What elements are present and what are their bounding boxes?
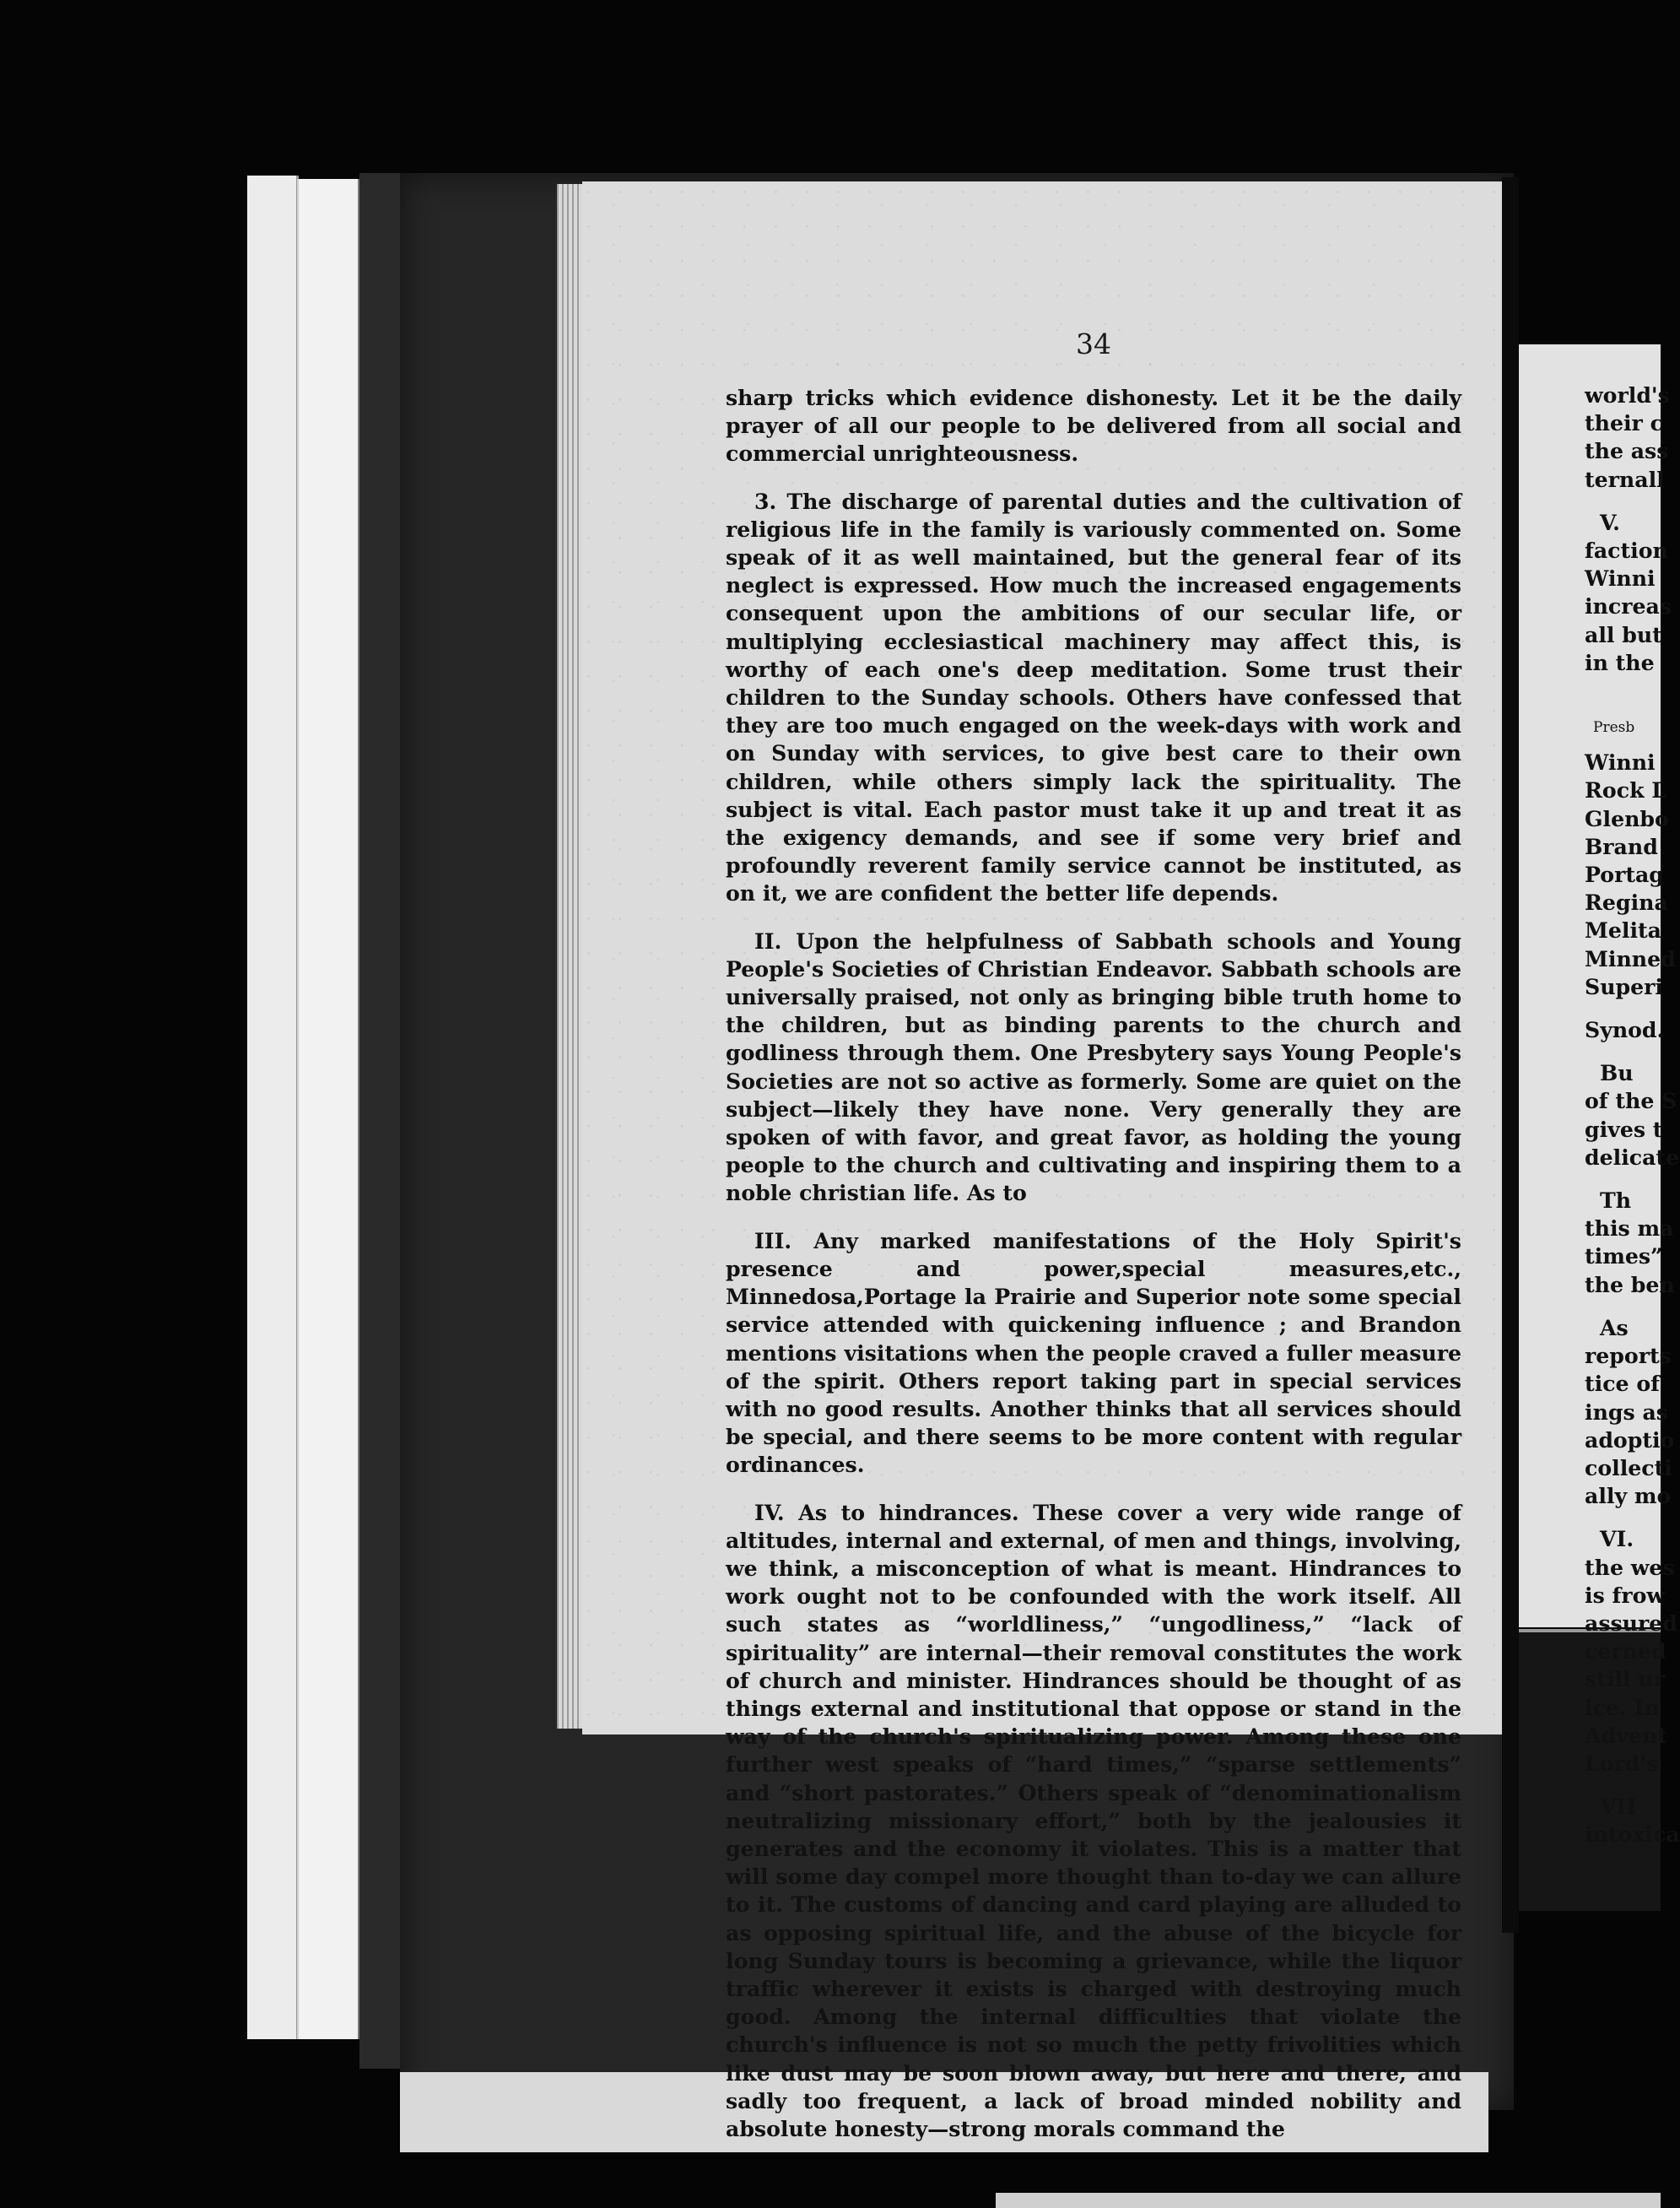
fragment-line: is frow <box>1585 1582 1666 1608</box>
fragment-line: gives t <box>1585 1116 1663 1142</box>
fragment-line: adoptio <box>1585 1426 1675 1453</box>
fragment-line: delicate <box>1585 1144 1680 1170</box>
paragraph-hindrances: IV. As to hindrances. These cover a very wide range of altitudes, internal and external, of men and things, involving, we think, a misconception of what is meant. Hindrances to work ought not to be confounded with the work itself. All such states as “worldliness,” “ungodliness,” “lack of spirituality” are internal—their removal constitutes the work of church and minister. Hindrances should be thought of as things external and institutional that oppose or stand in the way of the church's spiritualizing power. Among these one further west speaks of “hard times,” “sparse settlements” and “short pastorates.” Others speak of “denominationalism neutralizing missionary effort,” both by the jealousies it generates and the economy it violates. This is a matter that will some day compel more thought than to-day we can allure to it. The customs of dancing and card playing are alluded to as opposing spiritual life, and the abuse of the bicycle for long Sunday tours is becoming a grievance, while the liquor traffic wherever it exists is charged with destroying much good. Among the internal difficulties that violate the church's influence is not so much the petty frivolities which like dust may be soon blown away, but here and there, and sadly too frequent, a lack of broad minded nobility and absolute honesty—strong morals command the <box>726 1499 1461 2141</box>
fragment-line: still ur <box>1585 1666 1665 1692</box>
paragraph-continuation: sharp tricks which evidence dishonesty. Let it be the daily prayer of all our people to be delivered from all social and commercial unrighteousness. <box>726 385 1461 467</box>
fragment-line: Winni <box>1585 566 1656 592</box>
table-row: Melita <box>1585 917 1661 944</box>
book-cover-edge <box>359 173 400 2069</box>
table-row: Rock L <box>1585 777 1666 804</box>
table-row: Superi <box>1585 973 1663 999</box>
table-total: Synod. <box>1585 1017 1665 1043</box>
fragment-line: of the S <box>1585 1088 1677 1114</box>
table-header: Presb <box>1593 719 1635 737</box>
scanner-bottom-strip <box>996 2193 1661 2208</box>
paragraph-sabbath-schools: II. Upon the helpfulness of Sabbath schools and Young People's Societies of Christian Endeavor. Sabbath schools are universally praised, not only as bringing bible truth home to the children, but as binding parents to the church and godliness through them. One Presbytery says Young People's Societies are not so active as formerly. Some are quiet on the subject—likely they have none. Very generally they are spoken of with favor, and great favor, as holding the young people to the church and cultivating and inspiring them to a noble christian life. As to <box>726 928 1461 1206</box>
table-row: Brand <box>1585 833 1658 859</box>
fragment-line: VI. <box>1600 1526 1634 1552</box>
fragment-line: V. <box>1600 509 1620 535</box>
fragment-line: collecti <box>1585 1454 1672 1480</box>
fragment-line: Th <box>1600 1188 1632 1214</box>
page-body <box>726 384 1461 2162</box>
fragment-line: faction <box>1585 538 1668 564</box>
fragment-line: in the <box>1585 649 1655 675</box>
page-number: 34 <box>1076 327 1111 360</box>
fragment-line: this ma <box>1585 1215 1674 1242</box>
fragment-line: intoxica <box>1585 1821 1680 1848</box>
fragment-line: ings as <box>1585 1399 1668 1425</box>
fragment-line: ternall <box>1585 466 1665 492</box>
fragment-line: tice of <box>1585 1371 1660 1397</box>
fragment-line: Bu <box>1600 1060 1634 1086</box>
fragment-line: increas <box>1585 593 1672 620</box>
fragment-line: ice. In <box>1585 1694 1660 1720</box>
table-row: Portag <box>1585 862 1664 888</box>
table-row: Glenbo <box>1585 805 1669 831</box>
fragment-line: the wes <box>1585 1554 1675 1580</box>
left-page-edge-inner <box>297 179 361 2039</box>
facing-page-text <box>1585 382 1680 1849</box>
fragment-line: their c <box>1585 410 1663 436</box>
table-row: Winni <box>1585 750 1656 776</box>
fragment-line: As <box>1600 1314 1629 1340</box>
table-row: Regina <box>1585 890 1668 916</box>
fragment-line: the ass <box>1585 438 1669 464</box>
fragment-line: the ben <box>1585 1271 1675 1297</box>
table-row: Minned <box>1585 945 1676 971</box>
fragment-line: reports <box>1585 1343 1672 1369</box>
fragment-line: assured <box>1585 1610 1677 1636</box>
fragment-line: all but <box>1585 621 1662 647</box>
left-page-edge <box>247 176 299 2039</box>
paragraph-holy-spirit: III. Any marked manifestations of the Holy Spirit's presence and power,special measures,etc., Minnedosa,Portage la Prairie and Superior note some special service attended with quickening influence ; and Brandon mentions visitations when the people craved a fuller measure of the spirit. Others report taking part in special services with no good results. Another thinks that all services should be special, and there seems to be more content with regular ordinances. <box>726 1227 1461 1478</box>
fragment-line: cerned <box>1585 1638 1666 1664</box>
book-gutter <box>1502 177 1519 1933</box>
fragment-line: ally mo <box>1585 1483 1672 1509</box>
fragment-line: VII <box>1600 1794 1637 1820</box>
paragraph-parental-duties: 3. The discharge of parental duties and the cultivation of religious life in the family is variously commented on. Some speak of it as well maintained, but the general fear of its neglect is expressed. How much the increased engagements consequent upon the ambitions of our secular life, or multiplying ecclesiastical machinery may affect this, is worthy of each one's deep meditation. Some trust their children to the Sunday schools. Others have confessed that they are too much engaged on the week-days with work and on Sunday with services, to give best care to their own children, while others simply lack the spirituality. The subject is vital. Each pastor must take it up and treat it as the exigency demands, and see if some very brief and profoundly reverent family service cannot be instituted, as on it, we are confident the better life depends. <box>726 488 1461 906</box>
fragment-line: Lord's <box>1585 1750 1659 1776</box>
page-stack-edge <box>557 184 582 1729</box>
fragment-line: times” <box>1585 1243 1663 1269</box>
fragment-line: world's <box>1585 382 1670 408</box>
fragment-line: Advent <box>1585 1722 1667 1748</box>
